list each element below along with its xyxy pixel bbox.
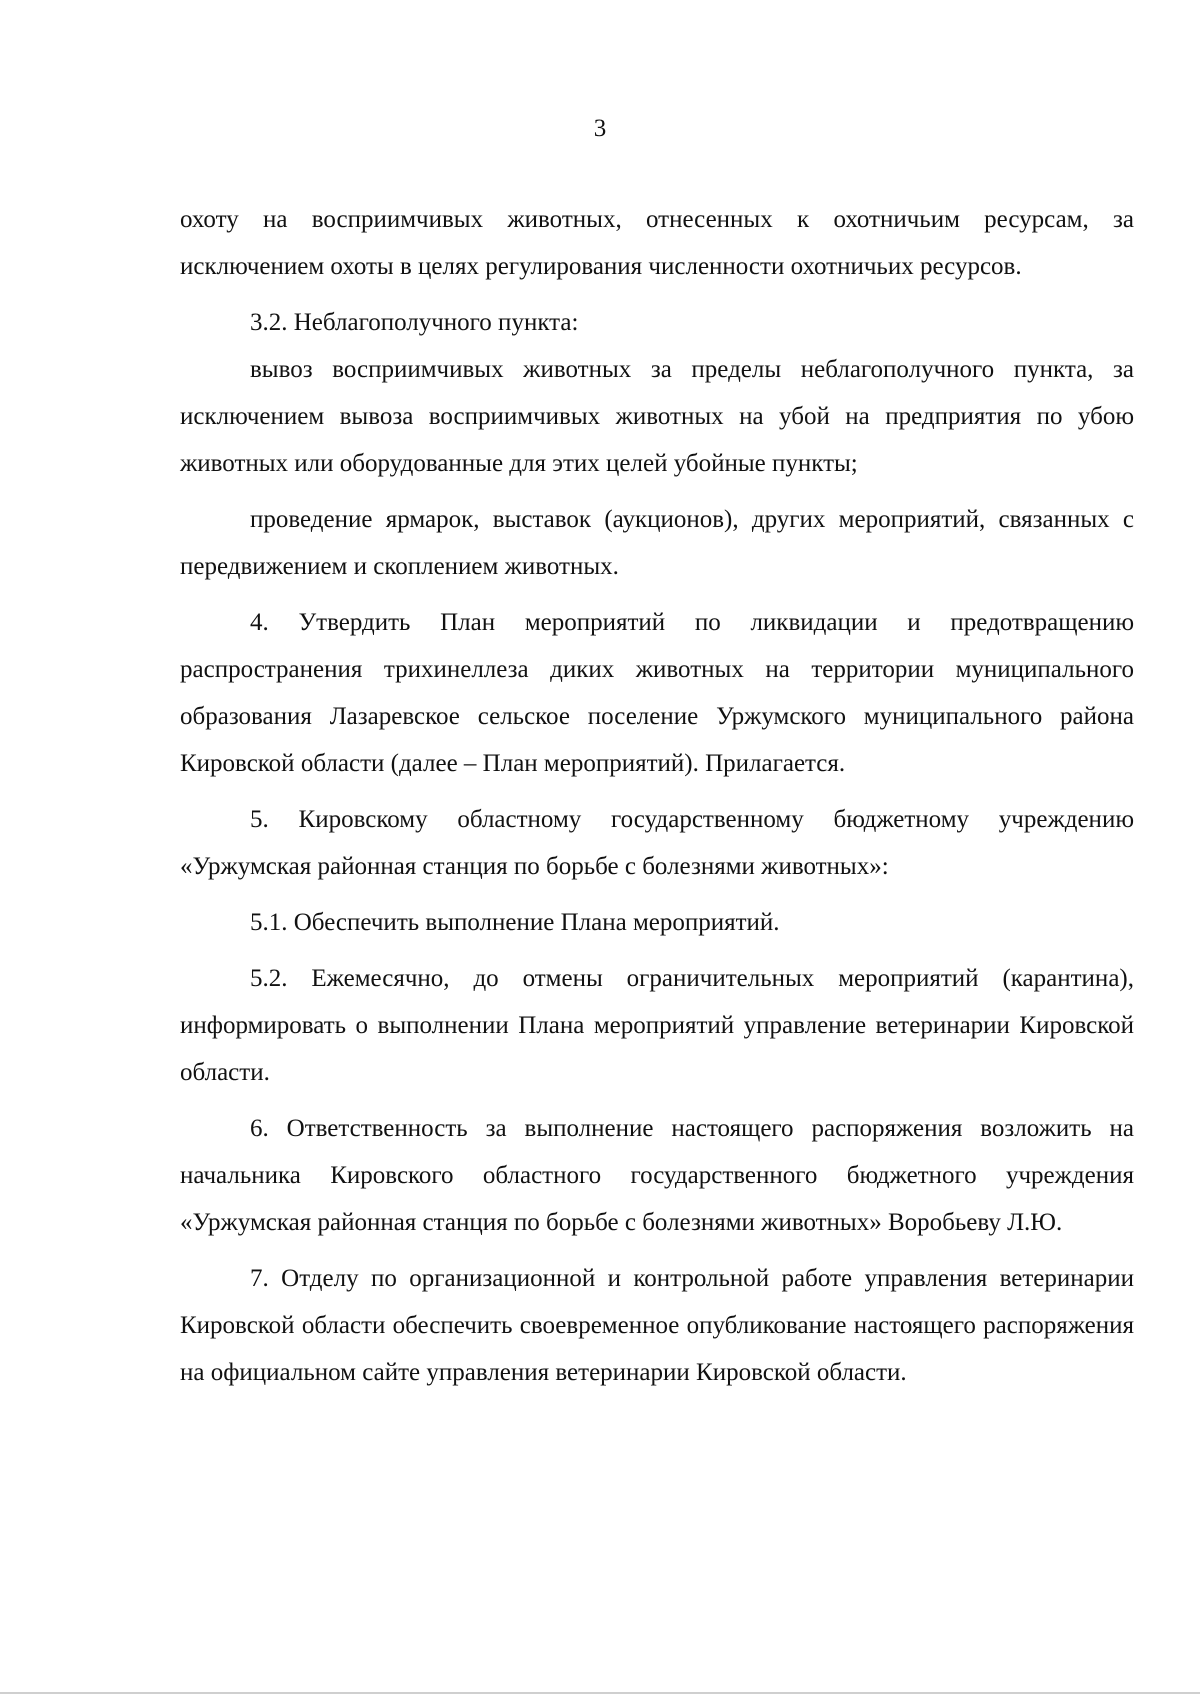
paragraph-3-2: 3.2. Неблагополучного пункта: xyxy=(250,309,579,336)
paragraph-hunting-restriction: охоту на восприимчивых животных, отнесенных к охотничьим ресурсам, за исключением охоты в целях регулирования численности охотничьих ресурсов. xyxy=(180,206,1134,280)
document-body xyxy=(180,196,1134,1396)
paragraph-5-2: 5.2. Ежемесячно, до отмены ограничительных мероприятий (карантина), информировать о выполнении Плана мероприятий управление ветеринарии Кировской области. xyxy=(180,965,1134,1086)
paragraph-5: 5. Кировскому областному государственному бюджетному учреждению «Уржумская районная станция по борьбе с болезнями животных»: xyxy=(180,806,1134,880)
paragraph-7: 7. Отделу по организационной и контрольной работе управления ветеринарии Кировской области обеспечить своевременное опубликование настоящего распоряжения на официальном сайте управления ветеринарии Кировской области. xyxy=(180,1265,1134,1386)
paragraph-6: 6. Ответственность за выполнение настоящего распоряжения возложить на начальника Кировского областного государственного бюджетного учреждения «Уржумская районная станция по борьбе с болезнями животных» Воробьеву Л.Ю. xyxy=(180,1115,1134,1236)
page-number: 3 xyxy=(593,115,607,142)
page-bottom-edge xyxy=(0,1692,1200,1694)
paragraph-4: 4. Утвердить План мероприятий по ликвидации и предотвращению распространения трихинеллеза диких животных на территории муниципального образования Лазаревское сельское поселение Уржумского муниципального района Кировской области (далее – План мероприятий). Прилагается. xyxy=(180,609,1134,777)
paragraph-5-1: 5.1. Обеспечить выполнение Плана мероприятий. xyxy=(250,909,780,936)
paragraph-export-restriction: вывоз восприимчивых животных за пределы неблагополучного пункта, за исключением вывоза восприимчивых животных на убой на предприятия по убою животных или оборудованные для этих целей убойные пункты; xyxy=(180,356,1134,477)
paragraph-fairs-restriction: проведение ярмарок, выставок (аукционов), других мероприятий, связанных с передвижением и скоплением животных. xyxy=(180,506,1134,580)
